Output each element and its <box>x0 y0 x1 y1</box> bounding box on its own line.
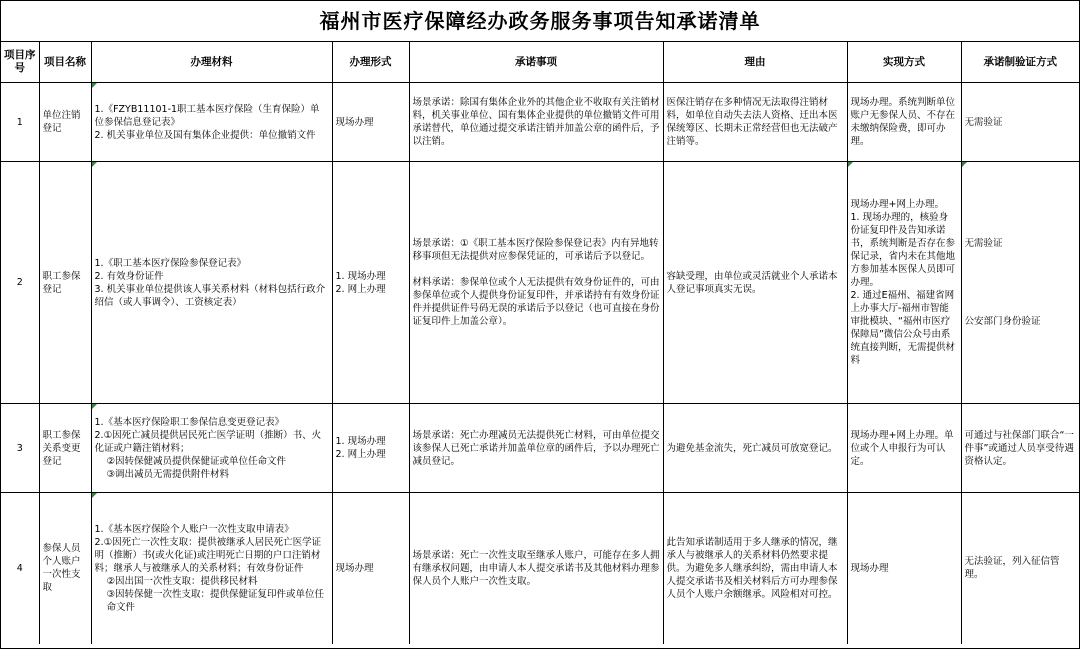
row-no: 4 <box>1 493 39 644</box>
method-line: 现场办理+网上办理。单位或个人申报行为可认定。 <box>850 429 954 467</box>
material-line: 1.《职工基本医疗保险参保登记表》 <box>94 257 247 269</box>
commitment-line: 场景承诺：死亡一次性支取至继承人账户，可能存在多人拥有继承权问题，由申请人本人提交承诺书及其他材料办理参保人员个人账户一次性支取。 <box>412 549 660 587</box>
row-no: 1 <box>1 83 39 162</box>
row-method <box>847 83 961 162</box>
form-line: 现场办理 <box>335 116 374 128</box>
row-verify <box>961 493 1079 644</box>
form-line: 1. 现场办理 <box>335 436 386 447</box>
material-line: 2.①因死亡减员提供居民死亡医学证明（推断）书、火化证或户籍注销材料； <box>94 429 322 454</box>
row-name: 职工参保登记 <box>39 162 91 404</box>
commitment-line: 场景承诺：死亡办理减员无法提供死亡材料，可由单位提交该参保人已死亡承诺并加盖单位章的函件后，予以办理死亡减员登记。 <box>412 429 660 467</box>
verify-line: 可通过与社保部门联合“一件事”或通过人员享受待遇资格认定。 <box>964 429 1074 467</box>
material-line: 3. 机关事业单位提供该人事关系材料（材料包括行政介绍信（或人事调令）、工资核定表） <box>94 283 326 308</box>
row-name: 职工参保关系变更登记 <box>39 404 91 493</box>
table-row <box>1 83 1079 162</box>
method-line: 2. 通过E福州、福建省网上办事大厅-福州市智能审批模块、“福州市医疗保障局”微信公众号由系统直接判断，无需提供材料 <box>850 290 956 366</box>
row-reason: 医保注销存在多种情况无法取得注销材料，如单位自动失去法人资格、迁出本医保统筹区、长期未正常经营但也无法破产注销等。 <box>663 83 847 162</box>
form-line: 1. 现场办理 <box>335 270 386 282</box>
commitment-line: 材料承诺：参保单位或个人无法提供有效身份证件的，可由参保单位或个人提供身份证复印件，并承诺持有有效身份证件并提供证件号码无误的承诺后予以登记（也可直接在身份证复印件上加盖公章）。 <box>412 277 660 327</box>
material-line: 1.《基本医疗保险个人账户一次性支取申请表》 <box>94 523 294 535</box>
row-form <box>332 162 409 404</box>
material-line: 2. 有效身份证件 <box>94 270 164 282</box>
table-row <box>1 493 1079 644</box>
row-method <box>847 404 961 493</box>
form-line: 现场办理 <box>335 562 374 574</box>
row-materials <box>91 404 332 493</box>
table-row <box>1 404 1079 493</box>
page-title: 福州市医疗保障经办政务服务事项告知承诺清单 <box>1 1 1079 42</box>
header-reason: 理由 <box>663 42 847 83</box>
material-line: ③因转保健一次性支取：提供保健证复印件或单位任命文件 <box>106 588 325 613</box>
method-line: 1. 现场办理的，核验身份证复印件及告知承诺书，系统判断是否存在参保记录，省内未在其他地方参加基本医保人员即可办理。 <box>850 212 956 288</box>
material-line: 2. 机关事业单位及国有集体企业提供：单位撤销文件 <box>94 129 316 141</box>
header-method: 实现方式 <box>847 42 961 83</box>
row-method <box>847 162 961 404</box>
row-reason: 为避免基金流失，死亡减员可放宽登记。 <box>663 404 847 493</box>
form-line: 2. 网上办理 <box>335 449 386 460</box>
commitment-line: 场景承诺：除国有集体企业外的其他企业不收取有关注销材料，机关事业单位、国有集体企业提供的单位撤销文件可用承诺替代，单位通过提交承诺注销并加盖公章的函件后，予以注销。 <box>412 97 660 147</box>
row-reason: 容缺受理，由单位或灵活就业个人承诺本人登记事项真实无误。 <box>663 162 847 404</box>
row-method <box>847 493 961 644</box>
row-commitment <box>409 404 663 493</box>
method-line: 现场办理。系统判断单位账户无参保人员、不存在未缴纳保险费，即可办理。 <box>850 97 956 147</box>
row-materials <box>91 83 332 162</box>
verify-line: 无法验证，列入征信管理。 <box>964 556 1060 581</box>
method-line: 现场办理 <box>850 562 889 574</box>
row-commitment <box>409 83 663 162</box>
header-no: 项目序号 <box>1 42 39 83</box>
row-commitment <box>409 162 663 404</box>
row-materials <box>91 493 332 644</box>
material-line: 1.《基本医疗保险职工参保信息变更登记表》 <box>94 416 285 428</box>
row-reason: 此告知承诺制适用于多人继承的情况，继承人与被继承人的关系材料仍然要求提供。为避免多人继承纠纷，需由申请人本人提交承诺书及相关材料后方可办理参保人员个人账户余额继承。风险相对可控。 <box>663 493 847 644</box>
commitment-line: 场景承诺：①《职工基本医疗保险参保登记表》内有异地转移事项但无法提供对应参保凭证的，可承诺后予以登记。 <box>412 238 659 262</box>
material-line: 1.《FZYB11101-1职工基本医疗保险（生育保险）单位参保信息登记表》 <box>94 103 320 128</box>
row-form <box>332 83 409 162</box>
verify-line: 公安部门身份验证 <box>964 316 1041 327</box>
row-commitment <box>409 493 663 644</box>
row-verify <box>961 404 1079 493</box>
form-line: 2. 网上办理 <box>335 283 386 295</box>
verify-line: 无需验证 <box>964 116 1003 128</box>
table-row <box>1 162 1079 404</box>
row-verify <box>961 83 1079 162</box>
header-name: 项目名称 <box>39 42 91 83</box>
header-commitment: 承诺事项 <box>409 42 663 83</box>
row-no: 3 <box>1 404 39 493</box>
row-form <box>332 404 409 493</box>
header-materials: 办理材料 <box>91 42 332 83</box>
verify-line: 无需验证 <box>964 238 1003 249</box>
method-line: 现场办理+网上办理。 <box>850 199 944 210</box>
row-materials <box>91 162 332 404</box>
row-no: 2 <box>1 162 39 404</box>
material-line: ③调出减员无需提供附件材料 <box>106 468 230 480</box>
row-name: 参保人员个人账户一次性支取 <box>39 493 91 644</box>
row-form <box>332 493 409 644</box>
row-verify <box>961 162 1079 404</box>
material-line: 2.①因死亡一次性支取：提供被继承人居民死亡医学证明（推断）书(或火化证)或注明死亡日期的户口注销材料；继承人与被继承人的关系材料；有效身份证件 <box>94 536 322 574</box>
header-form: 办理形式 <box>332 42 409 83</box>
commitment-table <box>1 42 1079 644</box>
material-line: ②因出国一次性支取：提供移民材料 <box>106 575 258 587</box>
material-line: ②因转保健减员提供保健证或单位任命文件 <box>106 455 287 467</box>
row-name: 单位注销登记 <box>39 83 91 162</box>
header-verify: 承诺制验证方式 <box>961 42 1079 83</box>
header-row <box>1 42 1079 83</box>
